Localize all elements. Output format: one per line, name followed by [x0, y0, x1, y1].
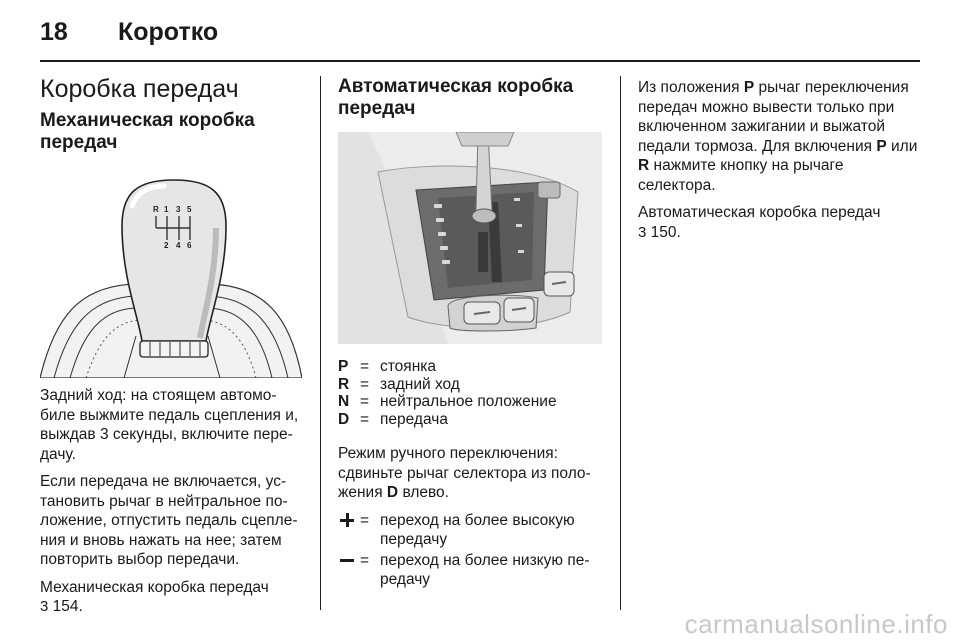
manual-mode-paragraph: [338, 444, 602, 503]
gear-label-2: 2: [164, 241, 169, 250]
park-key-1: P: [743, 79, 755, 96]
legend-equals: =: [360, 393, 370, 410]
automatic-gearbox-reference: [638, 203, 920, 242]
subsection-title-automatic: Автоматическая коробка передач: [338, 76, 574, 119]
legend-equals: =: [360, 410, 370, 428]
page-ref-arrow-icon: 3: [638, 223, 647, 241]
legend-value: стоянка: [380, 358, 436, 375]
manual-reference-page: 154.: [52, 598, 83, 615]
automatic-selector-illustration: [338, 132, 602, 344]
legend-row: [338, 411, 602, 429]
park-key-2: P: [876, 137, 887, 155]
plus-icon: [338, 511, 360, 549]
park-text-4: нажмите кнопку на рычаге селектора.: [638, 157, 844, 194]
legend-key: P: [338, 358, 349, 375]
legend-row: [338, 393, 602, 411]
gear-label-5: 5: [187, 205, 192, 214]
gear-label-R: R: [153, 205, 159, 214]
manual-shifter-illustration: [40, 166, 302, 378]
legend-equals: =: [360, 375, 370, 393]
gear-positions-legend: [338, 358, 602, 428]
legend-equals: =: [360, 358, 370, 375]
upshift-row: [338, 511, 602, 549]
section-title: Коробка передач: [40, 75, 239, 103]
upshift-description: переход на более высокую передачу: [380, 511, 575, 548]
park-key-3: R: [638, 157, 650, 174]
column-divider-1: [320, 76, 321, 610]
legend-key: D: [338, 410, 350, 428]
header-divider: [40, 60, 920, 62]
park-text-2: рычаг переключения передач можно вывести только при включенном зажигании и выжатой педали тормоза. Для включения: [638, 79, 909, 155]
gear-not-engaged-paragraph: Если передача не включается, установить рычаг в нейтральное положение, отпустить педаль сцепления и вновь нажать на нее; затем повторить выбор передачи.: [40, 473, 298, 568]
manual-reference-text: Механическая коробка передач: [40, 578, 269, 596]
park-release-paragraph: [638, 78, 920, 195]
legend-value: задний ход: [380, 375, 460, 393]
downshift-description: переход на более низкую передачу: [380, 551, 590, 588]
reverse-gear-paragraph: Задний ход: на стоящем автомобиле выжмите педаль сцепления и, выждав 3 секунды, включите передачу.: [40, 387, 299, 463]
column-automatic-gearbox: [338, 72, 602, 589]
manual-shifter-figure: [40, 166, 302, 378]
legend-value: передача: [380, 410, 448, 428]
legend-row: [338, 376, 602, 394]
gear-label-4: 4: [176, 241, 181, 250]
page-header: [40, 16, 920, 56]
legend-row: [338, 358, 602, 376]
watermark: carmanualsonline.info: [684, 609, 948, 639]
downshift-equals: =: [360, 551, 370, 569]
park-text-1: Из положения: [638, 79, 740, 96]
manual-gearbox-reference: [40, 578, 302, 617]
park-text-3: или: [891, 137, 918, 155]
automatic-selector-figure: [338, 132, 602, 344]
page-ref-arrow-icon: 3: [40, 598, 49, 615]
minus-icon: [338, 551, 360, 589]
legend-value: нейтральное положение: [380, 393, 557, 410]
column-divider-2: [620, 76, 621, 610]
gear-label-3: 3: [176, 205, 181, 214]
manual-mode-suffix: влево.: [402, 484, 449, 501]
legend-key: R: [338, 375, 350, 393]
automatic-reference-page: 150.: [650, 223, 681, 241]
column-park-release: [638, 72, 920, 242]
legend-key: N: [338, 393, 350, 410]
gear-label-6: 6: [187, 241, 192, 250]
subsection-title-manual: Механическая коробка передач: [40, 110, 255, 153]
downshift-row: [338, 551, 602, 589]
column-manual-gearbox: [40, 72, 302, 617]
page-number: 18: [40, 18, 68, 46]
manual-mode-key: D: [386, 484, 399, 501]
gear-label-1: 1: [164, 205, 169, 214]
manual-mode-text: Режим ручного переключения: сдвиньте рычаг селектора из положения: [338, 445, 591, 501]
page-header-title: Коротко: [118, 18, 219, 46]
automatic-reference-text: Автоматическая коробка передач: [638, 204, 881, 221]
upshift-equals: =: [360, 511, 370, 529]
